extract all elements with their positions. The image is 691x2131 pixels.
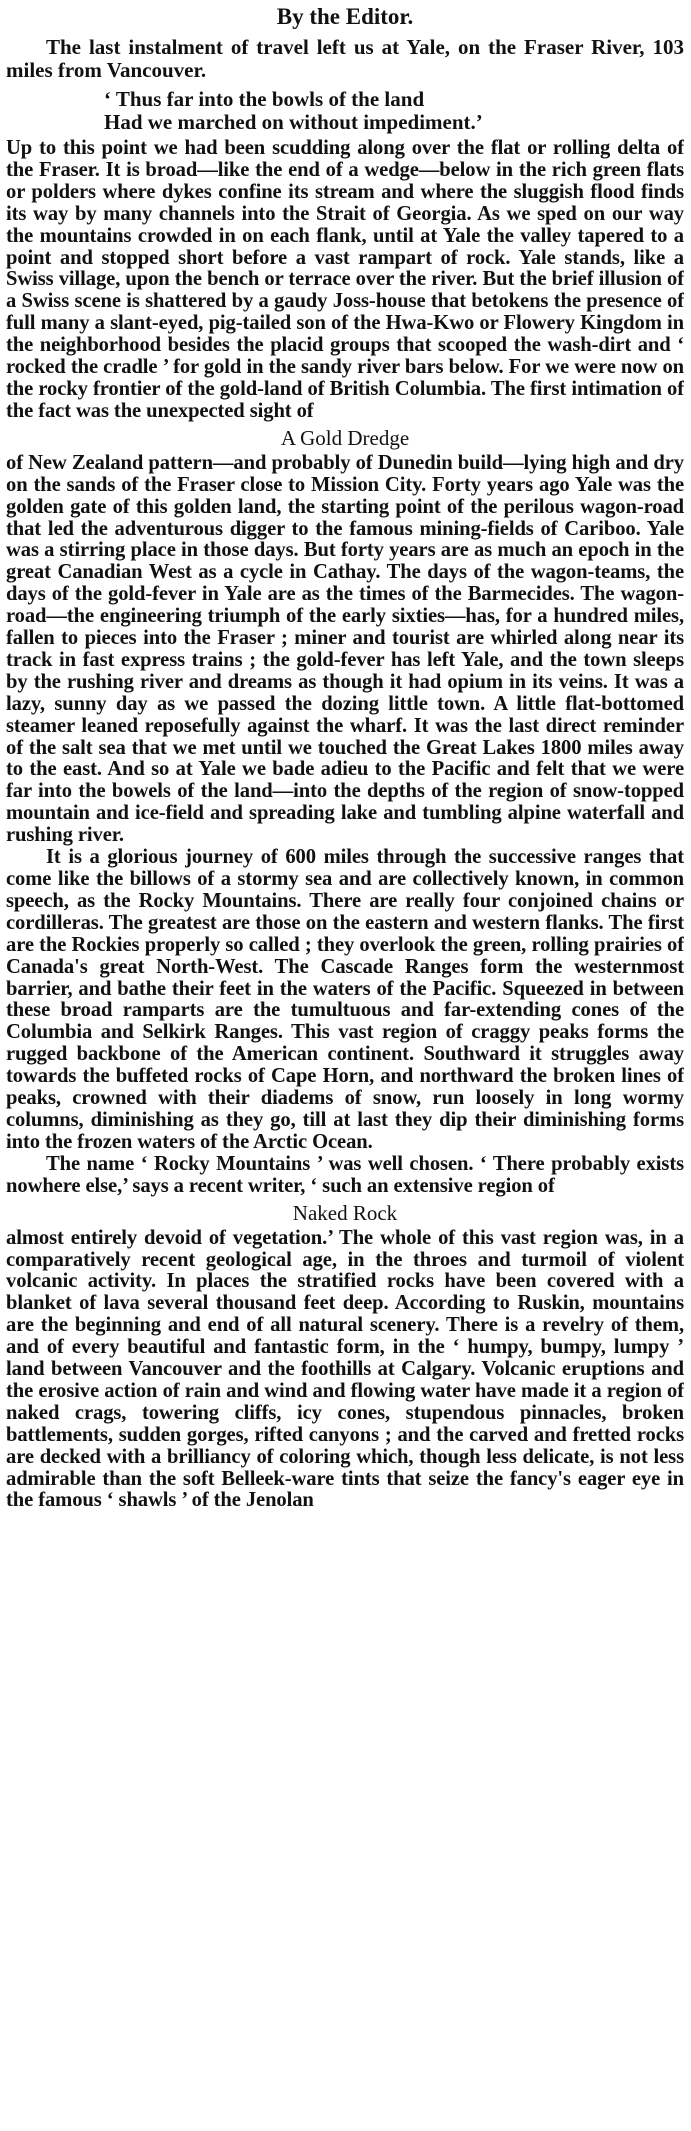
subhead-naked-rock: Naked Rock bbox=[292, 1200, 398, 1225]
paragraph-journey: It is a glorious journey of 600 miles through the successive ranges that come like the billows of a stormy sea and are collectively known, in common speech, as the Rocky Mountains. There are really four conjoined chains or cordilleras. The greatest are those on the eastern and western flanks. The first are the Rockies properly so called ; they overlook the green, rolling prairies of Canada's great North-West. The Cascade Ranges form the westernmost barrier, and bathe their feet in the waters of the Pacific. Squeezed in between these broad ramparts are the tumultuous and far-extending cones of the Columbia and Selkirk Ranges. This vast region of craggy peaks forms the rugged backbone of the American continent. Southward it struggles away towards the buffeted rocks of Cape Horn, and northward the broken lines of peaks, crowned with their diadems of snow, run loosely in long wormy columns, diminishing as they go, till at last they dip their diminishing forms into the frozen waters of the Arctic Ocean. bbox=[6, 846, 684, 1153]
article-heading: By the Editor. bbox=[276, 4, 414, 29]
paragraph-dredge: of New Zealand pattern—and probably of Dunedin build—lying high and dry on the sands of the Fraser close to Mission City. Forty years ago Yale was the golden gate of this golden land, the starting point of the perilous wagon-road that led the adventurous digger to the famous mining-fields of Cariboo. Yale was a stirring place in those days. But forty years are as much an epoch in the great Canadian West as a cycle in Cathay. The days of the wagon-teams, the days of the gold-fever in Yale are as the times of the Barmecides. The wagon-road—the engineering triumph of the early sixties—has, for a hundred miles, fallen to pieces into the Fraser ; miner and tourist are whirled along near its track in fast express trains ; the gold-fever has left Yale, and the town sleeps by the rushing river and dreams as though it had opium in its veins. It was a lazy, sunny day as we passed the dozing little town. A little flat-bottomed steamer leaned reposefully against the wharf. It was the last direct reminder of the salt sea that we met until we touched the Great Lakes 1800 miles away to the east. And so at Yale we bade adieu to the Pacific and felt that we were far into the bowels of the land—into the depths of the region of snow-topped mountain and ice-field and spreading lake and tumbling alpine waterfall and rushing river. bbox=[6, 451, 684, 847]
paragraph-naked-rock: almost entirely devoid of vegetation.’ The whole of this vast region was, in a comparatively recent geological age, in the throes and turmoil of violent volcanic activity. In places the stratified rocks have been covered with a blanket of lava several thousand feet deep. According to Ruskin, mountains are the beginning and end of all natural scenery. There is a revelry of them, and of every beautiful and fantastic form, in the ‘ humpy, bumpy, lumpy ’ land between Vancouver and the foothills at Calgary. Volcanic eruptions and the erosive action of rain and wind and flowing water have made it a region of naked crags, towering cliffs, icy cones, stupendous pinnacles, broken battlements, sudden gorges, rifted canyons ; and the carved and fretted rocks are decked with a brilliancy of coloring which, though less delicate, is not less admirable than the soft Belleek-ware tints that seize the fancy's eager eye in the famous ‘ shawls ’ of the Jenolan bbox=[6, 1226, 684, 1512]
verse-quote bbox=[6, 88, 684, 134]
article-lead: The last instalment of travel left us at Yale, on the Fraser River, 103 miles from Vancouver. bbox=[6, 35, 684, 82]
verse-line-2: Had we marched on without impediment.’ bbox=[104, 110, 483, 134]
verse-line-1: ‘ Thus far into the bowls of the land bbox=[104, 87, 425, 111]
article-page bbox=[6, 0, 684, 2131]
subhead-gold-dredge: A Gold Dredge bbox=[280, 425, 410, 450]
paragraph-yale: Up to this point we had been scudding along over the flat or rolling delta of the Fraser. It is broad—like the end of a wedge—below in the rich green flats or polders where dykes confine its stream and where the sluggish flood finds its way by many channels into the Strait of Georgia. As we sped on our way the mountains crowded in on each flank, until at Yale the valley tapered to a point and stopped short before a vast rampart of rock. Yale stands, like a Swiss village, upon the bench or terrace over the river. But the brief illusion of a Swiss scene is shattered by a gaudy Joss-house that betokens the presence of full many a slant-eyed, pig-tailed son of the Hwa-Kwo or Flowery Kingdom in the neighborhood besides the placid groups that scooped the wash-dirt and ‘ rocked the cradle ’ for gold in the sandy river bars below. For we were now on the rocky frontier of the gold-land of British Columbia. The first intimation of the fact was the unexpected sight of bbox=[6, 137, 684, 422]
paragraph-rocky-name: The name ‘ Rocky Mountains ’ was well chosen. ‘ There probably exists nowhere else,’ says a recent writer, ‘ such an extensive region of bbox=[6, 1152, 684, 1197]
